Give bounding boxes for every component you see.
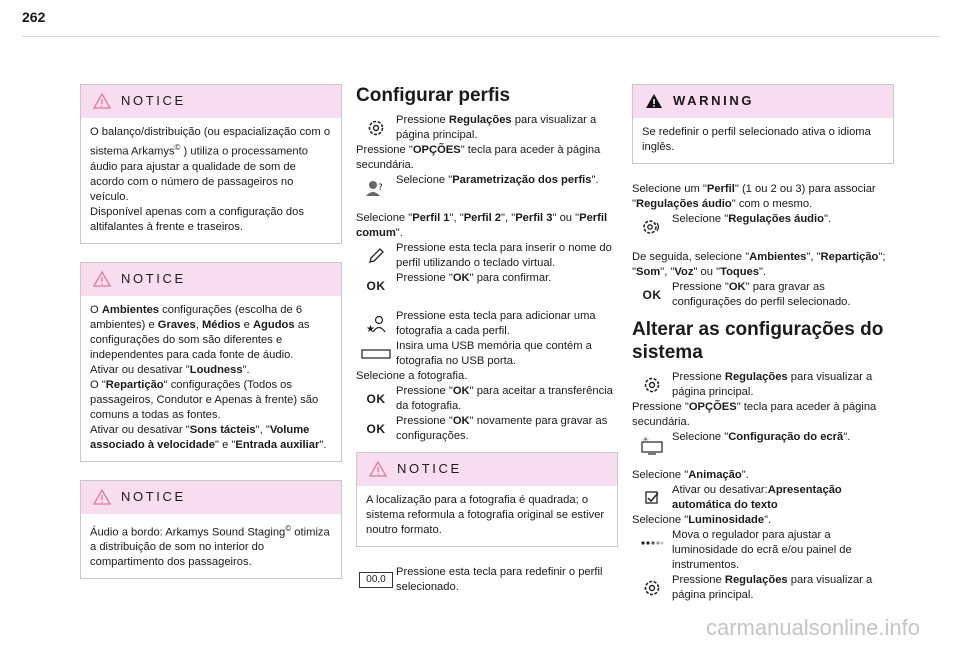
bold-term: Médios	[201, 318, 241, 331]
step-row	[632, 528, 894, 573]
text: ,	[195, 318, 202, 331]
page-number: 262	[22, 9, 46, 25]
warning-body: Se redefinir o perfil selecionado ativa o idioma inglês.	[642, 126, 871, 153]
notice-title: NOTICE	[121, 488, 186, 504]
notice-text: Disponível apenas com a configuração dos altifalantes à frente e traseiros.	[90, 205, 304, 233]
gear-icon	[356, 113, 396, 143]
notice-header	[357, 453, 617, 486]
notice-box-ambiences	[80, 262, 342, 462]
step-row: OK Pressione "OK" para gravar as configurações do perfil selecionado.	[632, 280, 894, 310]
paragraph: Selecione um "Perfil" (1 ou 2 ou 3) para associar "Regulações áudio" com o mesmo.	[632, 183, 876, 210]
column-1	[80, 84, 342, 597]
step-row	[356, 339, 618, 369]
warning-triangle-icon	[369, 461, 387, 477]
gear-icon	[632, 370, 672, 400]
notice-header	[81, 481, 341, 514]
copyright-mark: ©	[285, 523, 292, 533]
add-photo-icon	[356, 309, 396, 339]
notice-box-balance	[80, 84, 342, 244]
bold-term: Repartição	[105, 378, 164, 391]
text: configurações (escolha de 6 ambientes) e	[90, 303, 303, 331]
text: Pressione esta tecla para redefinir o perfil selecionado.	[396, 566, 603, 593]
usb-icon	[356, 339, 396, 369]
paragraph: Selecione a fotografia.	[356, 370, 468, 382]
notice-title: NOTICE	[397, 461, 462, 476]
notice-header	[81, 85, 341, 118]
notice-body	[81, 296, 341, 461]
top-divider	[22, 36, 940, 37]
text: para visualizar a página principal.	[396, 114, 597, 141]
bold-term: Sons tácteis	[189, 423, 256, 436]
text: " configurações (Todos os passageiros, Condutor e Apenas à frente) são comuns a todas as fontes.	[90, 378, 319, 421]
ok-button-label: OK	[642, 288, 662, 302]
watermark: carmanualsonline.info	[705, 615, 920, 640]
text: " e "	[215, 438, 236, 451]
step-row: Pressione Regulações para visualizar a página principal.	[632, 573, 894, 603]
text: e	[240, 318, 253, 331]
text: O "	[90, 378, 106, 391]
paragraph: Selecione "Luminosidade".	[632, 514, 772, 526]
step-row: ☀ Selecione "Configuração do ecrã".	[632, 430, 894, 460]
checkbox-icon	[632, 483, 672, 513]
column-2	[356, 84, 618, 595]
text: Pressione esta tecla para adicionar uma fotografia a cada perfil.	[396, 310, 596, 337]
step-row	[356, 113, 618, 143]
step-row: Ativar ou desativar:Apresentação automática do texto	[632, 483, 894, 513]
warning-triangle-icon	[93, 93, 111, 109]
bold-term: Regulações	[448, 114, 512, 126]
notice-body	[81, 514, 341, 579]
svg-text:★: ★	[366, 324, 375, 334]
column-3	[632, 84, 894, 603]
notice-body: A localização para a fotografia é quadrada; o sistema reformula a fotografia original se estiver noutro formato.	[366, 494, 605, 536]
bold-term: Loudness	[189, 363, 243, 376]
paragraph: Pressione "OPÇÕES" tecla para aceder à página secundária.	[632, 401, 877, 428]
bold-term: Entrada auxiliar	[235, 438, 320, 451]
text: Áudio a bordo: Arkamys Sound Staging	[90, 526, 286, 539]
step-row: ? Selecione "Parametrização dos perfis".	[356, 173, 618, 203]
gear-icon	[632, 573, 672, 603]
step-row: OK Pressione "OK" para confirmar.	[356, 271, 618, 301]
reset-key-icon	[356, 565, 396, 595]
bold-term: Ambientes	[101, 303, 160, 316]
audio-settings-icon	[632, 212, 672, 242]
notice-body	[81, 118, 341, 243]
step-row: Selecione "Regulações áudio".	[632, 212, 894, 242]
text: as configurações do som são diferentes e independentes para cada fonte de áudio.	[90, 318, 310, 361]
notice-title: NOTICE	[121, 93, 186, 108]
bold-term: Agudos	[252, 318, 295, 331]
text: ", "	[255, 423, 270, 436]
bold-term: Graves	[157, 318, 196, 331]
warning-triangle-icon	[93, 271, 111, 287]
text: Ativar ou desativar "	[90, 423, 190, 436]
warning-box	[632, 84, 894, 164]
section-heading-system: Alterar as configurações do sistema	[632, 319, 884, 363]
section-heading-profiles: Configurar perfis	[356, 85, 511, 106]
notice-text: O balanço/distribuição (ou espacialização com o sistema Arkamys	[90, 126, 331, 158]
brightness-slider-icon	[632, 528, 672, 558]
paragraph: Selecione "Animação".	[632, 469, 749, 481]
reset-key-label: 00,0	[359, 572, 393, 588]
step-row	[356, 565, 618, 595]
profile-settings-icon	[356, 173, 396, 203]
notice-text: ) utiliza o processamento áudio para ajustar a qualidade de som de acordo com o número de passageiros no veículo.	[90, 145, 308, 203]
copyright-mark: ©	[174, 143, 181, 152]
warning-triangle-icon	[93, 489, 111, 505]
text: Pressione	[396, 114, 449, 126]
text: Mova o regulador para ajustar a luminosidade do ecrã e/ou painel de instrumentos.	[672, 529, 852, 571]
warning-title: WARNING	[673, 93, 755, 108]
warning-header	[633, 85, 893, 118]
step-row	[356, 241, 618, 271]
step-row	[356, 309, 618, 339]
text: otimiza a distribuição de som no interior do compartimento dos passageiros.	[90, 526, 330, 569]
ok-button-label: OK	[366, 422, 386, 436]
text: ".	[319, 438, 327, 451]
notice-header	[81, 263, 341, 296]
step-row: Pressione Regulações para visualizar a página principal.	[632, 370, 894, 400]
paragraph: Selecione "Perfil 1", "Perfil 2", "Perfil 3" ou "Perfil comum".	[356, 212, 608, 239]
notice-title: NOTICE	[121, 270, 186, 286]
text: O	[90, 303, 102, 316]
ok-button-label: OK	[366, 392, 386, 406]
svg-text:?: ?	[378, 183, 383, 193]
pencil-icon	[356, 241, 396, 271]
step-row: OK Pressione "OK" novamente para gravar as configurações.	[356, 414, 618, 444]
notice-box-photo	[356, 452, 618, 547]
text: Ativar ou desativar "	[90, 363, 190, 376]
warning-triangle-icon	[645, 93, 663, 109]
paragraph: Pressione "OPÇÕES" tecla para aceder à página secundária.	[356, 144, 601, 171]
ok-button-label: OK	[366, 279, 386, 293]
paragraph: De seguida, selecione "Ambientes", "Repartição"; "Som", "Voz" ou "Toques".	[632, 251, 886, 278]
screen-settings-icon	[632, 430, 672, 460]
step-row: OK Pressione "OK" para aceitar a transferência da fotografia.	[356, 384, 618, 414]
text: ".	[242, 363, 250, 376]
notice-box-arkamys	[80, 480, 342, 580]
bold-term: Volume associado à velocidade	[90, 423, 310, 451]
text: Insira uma USB memória que contém a fotografia no USB porta.	[396, 340, 592, 367]
text: Pressione esta tecla para inserir o nome do perfil utilizando o teclado virtual.	[396, 242, 612, 269]
svg-text:☀: ☀	[642, 435, 650, 444]
